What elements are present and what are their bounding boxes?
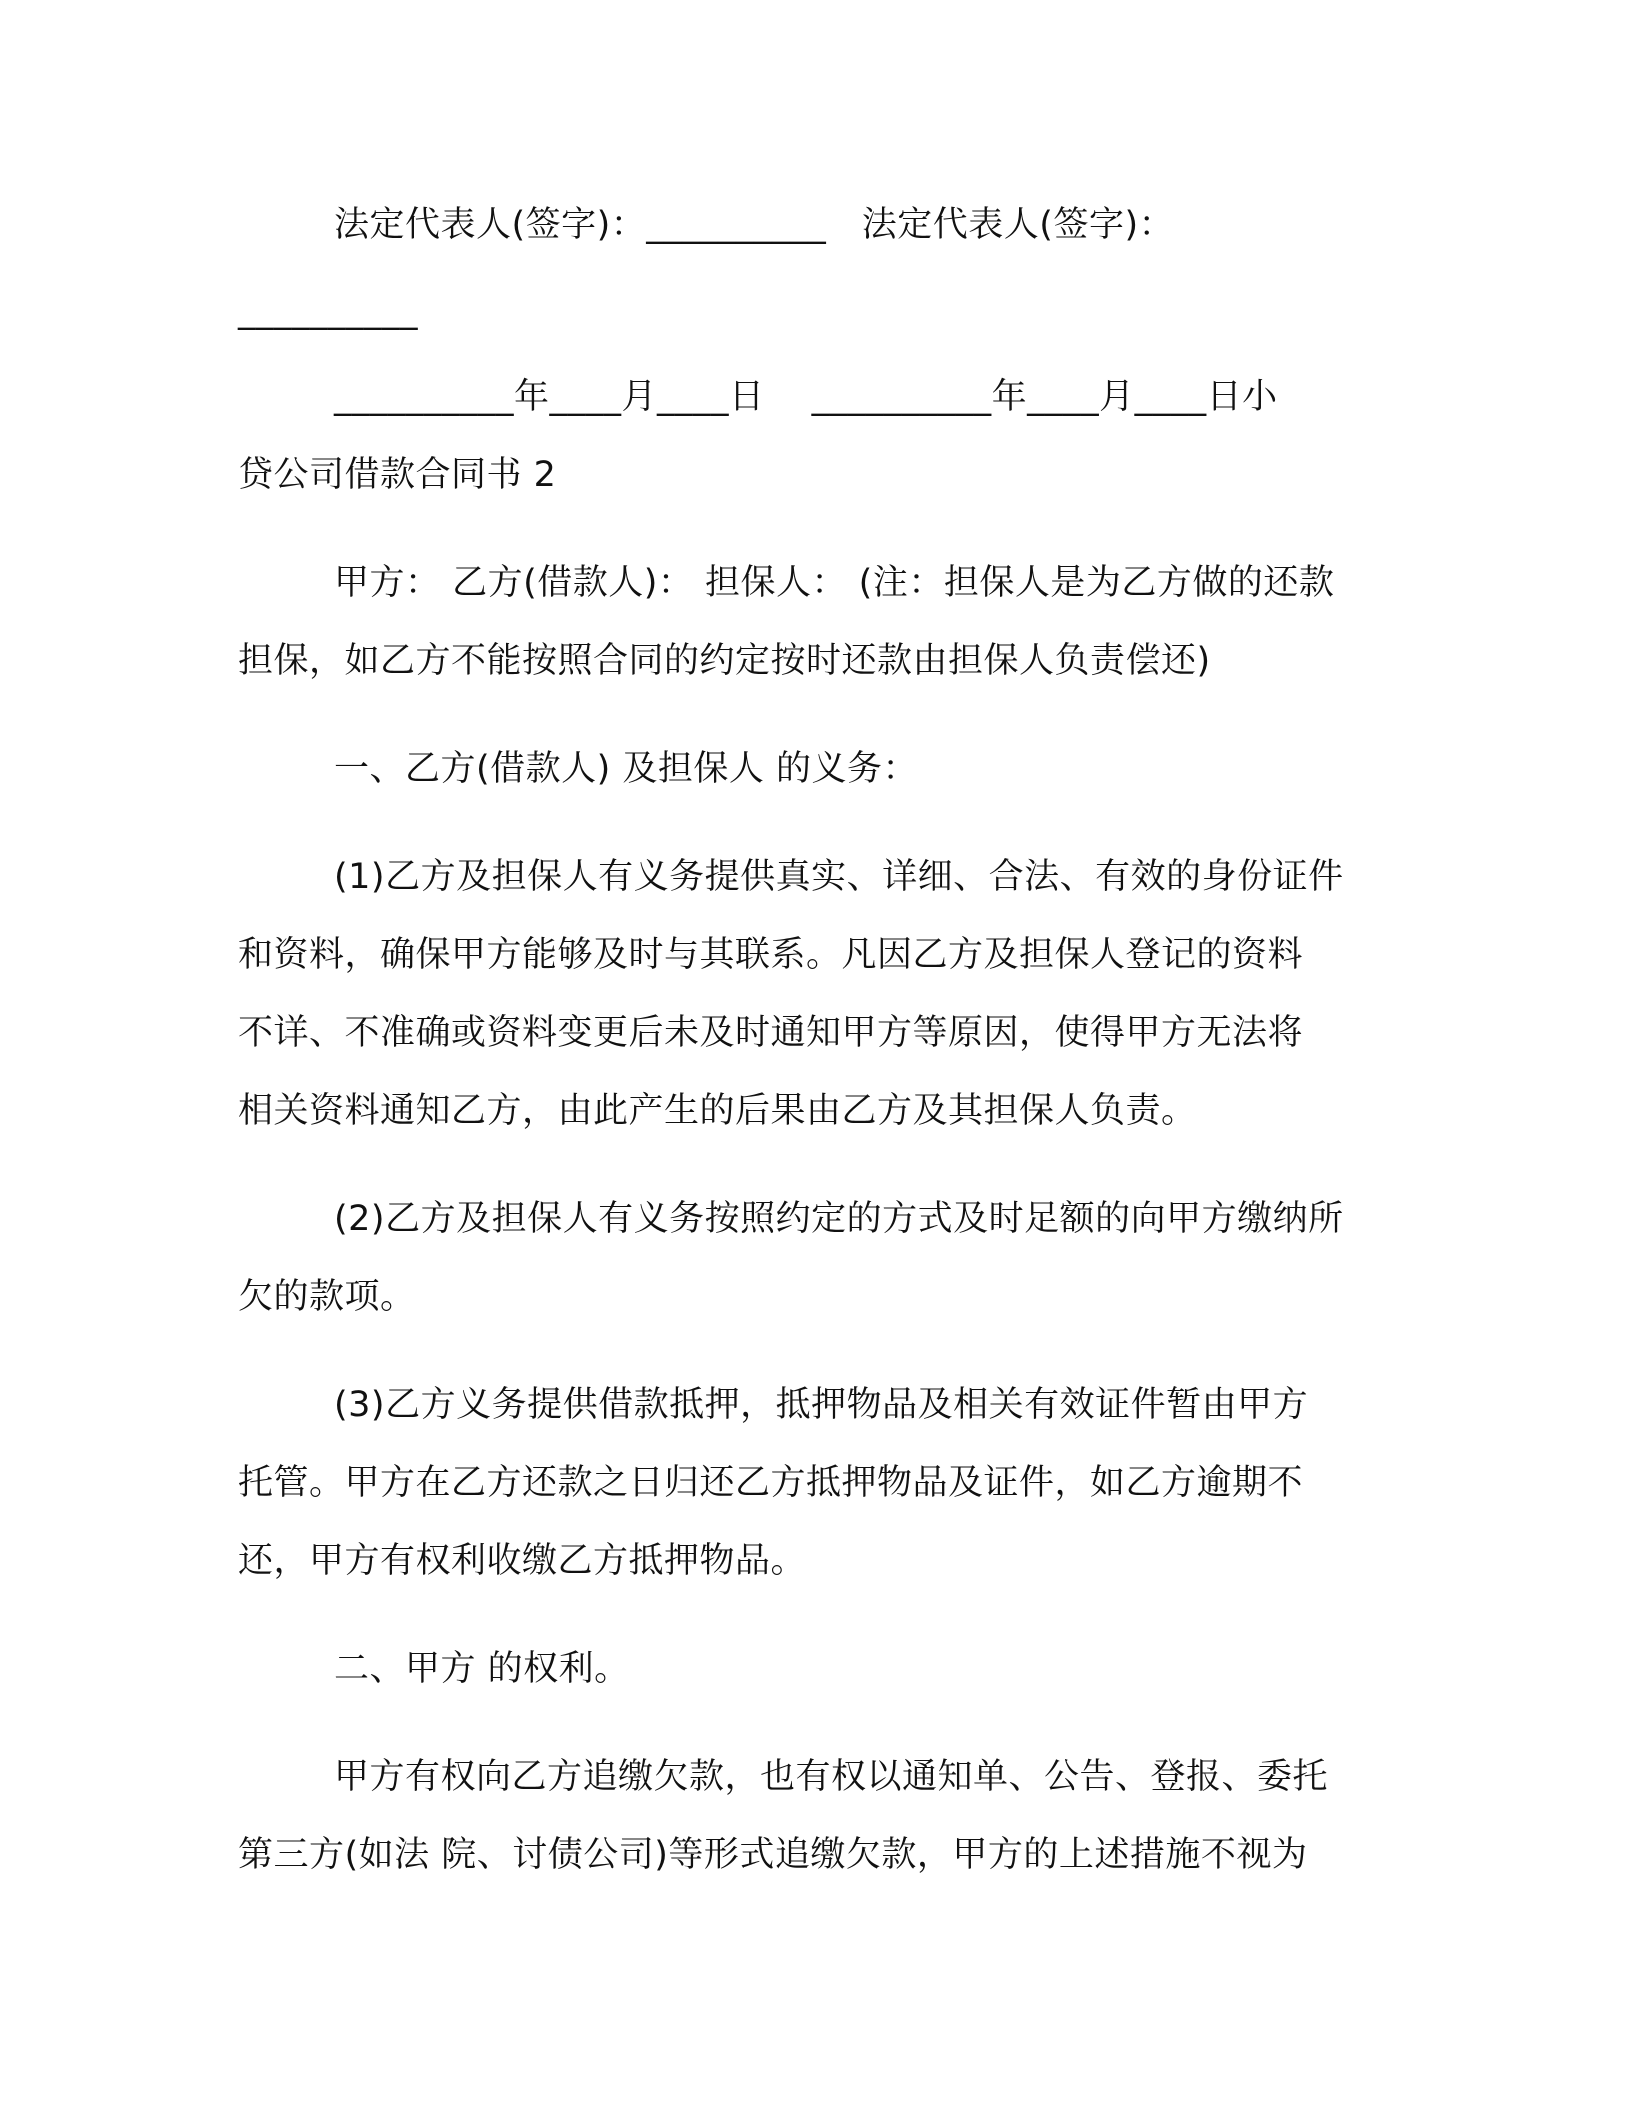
parties-line: 担保，如乙方不能按照合同的约定按时还款由担保人负责偿还): [238, 641, 1211, 681]
document-title: 贷公司借款合同书 2: [238, 455, 557, 495]
rights-line: 第三方(如法 院、讨债公司)等形式追缴欠款，甲方的上述措施不视为: [238, 1835, 1308, 1875]
parties-line: 甲方： 乙方(借款人)： 担保人： (注：担保人是为乙方做的还款: [334, 563, 1335, 603]
clause-line: 还，甲方有权利收缴乙方抵押物品。: [238, 1541, 807, 1581]
document-body: [238, 186, 1388, 1894]
clause-line: 托管。甲方在乙方还款之日归还乙方抵押物品及证件，如乙方逾期不: [238, 1463, 1304, 1503]
clause-2: [238, 1180, 1388, 1336]
date-line: __________年____月____日 __________年____月____日小: [334, 377, 1278, 417]
rights-line: 甲方有权向乙方追缴欠款，也有权以通知单、公告、登报、委托: [334, 1757, 1329, 1797]
clause-line: (2)乙方及担保人有义务按照约定的方式及时足额的向甲方缴纳所: [334, 1199, 1344, 1239]
section-heading-rights: 二、甲方 的权利。: [334, 1649, 630, 1689]
clause-line: 欠的款项。: [238, 1277, 416, 1317]
signature-line: 法定代表人(签字)：__________ 法定代表人(签字)：: [334, 205, 1175, 245]
clause-1: [238, 838, 1388, 1150]
rights-paragraph: [238, 1738, 1388, 1894]
clause-line: 不详、不准确或资料变更后未及时通知甲方等原因，使得甲方无法将: [238, 1013, 1304, 1053]
clause-line: 相关资料通知乙方，由此产生的后果由乙方及其担保人负责。: [238, 1091, 1197, 1131]
section-heading-obligations: 一、乙方(借款人) 及担保人 的义务：: [334, 749, 919, 789]
clause-line: 和资料，确保甲方能够及时与其联系。凡因乙方及担保人登记的资料: [238, 935, 1304, 975]
clause-line: (3)乙方义务提供借款抵押，抵押物品及相关有效证件暂由甲方: [334, 1385, 1309, 1425]
clause-line: (1)乙方及担保人有义务提供真实、详细、合法、有效的身份证件: [334, 857, 1344, 897]
clause-3: [238, 1366, 1388, 1600]
signature-line-continued: __________: [238, 291, 418, 331]
